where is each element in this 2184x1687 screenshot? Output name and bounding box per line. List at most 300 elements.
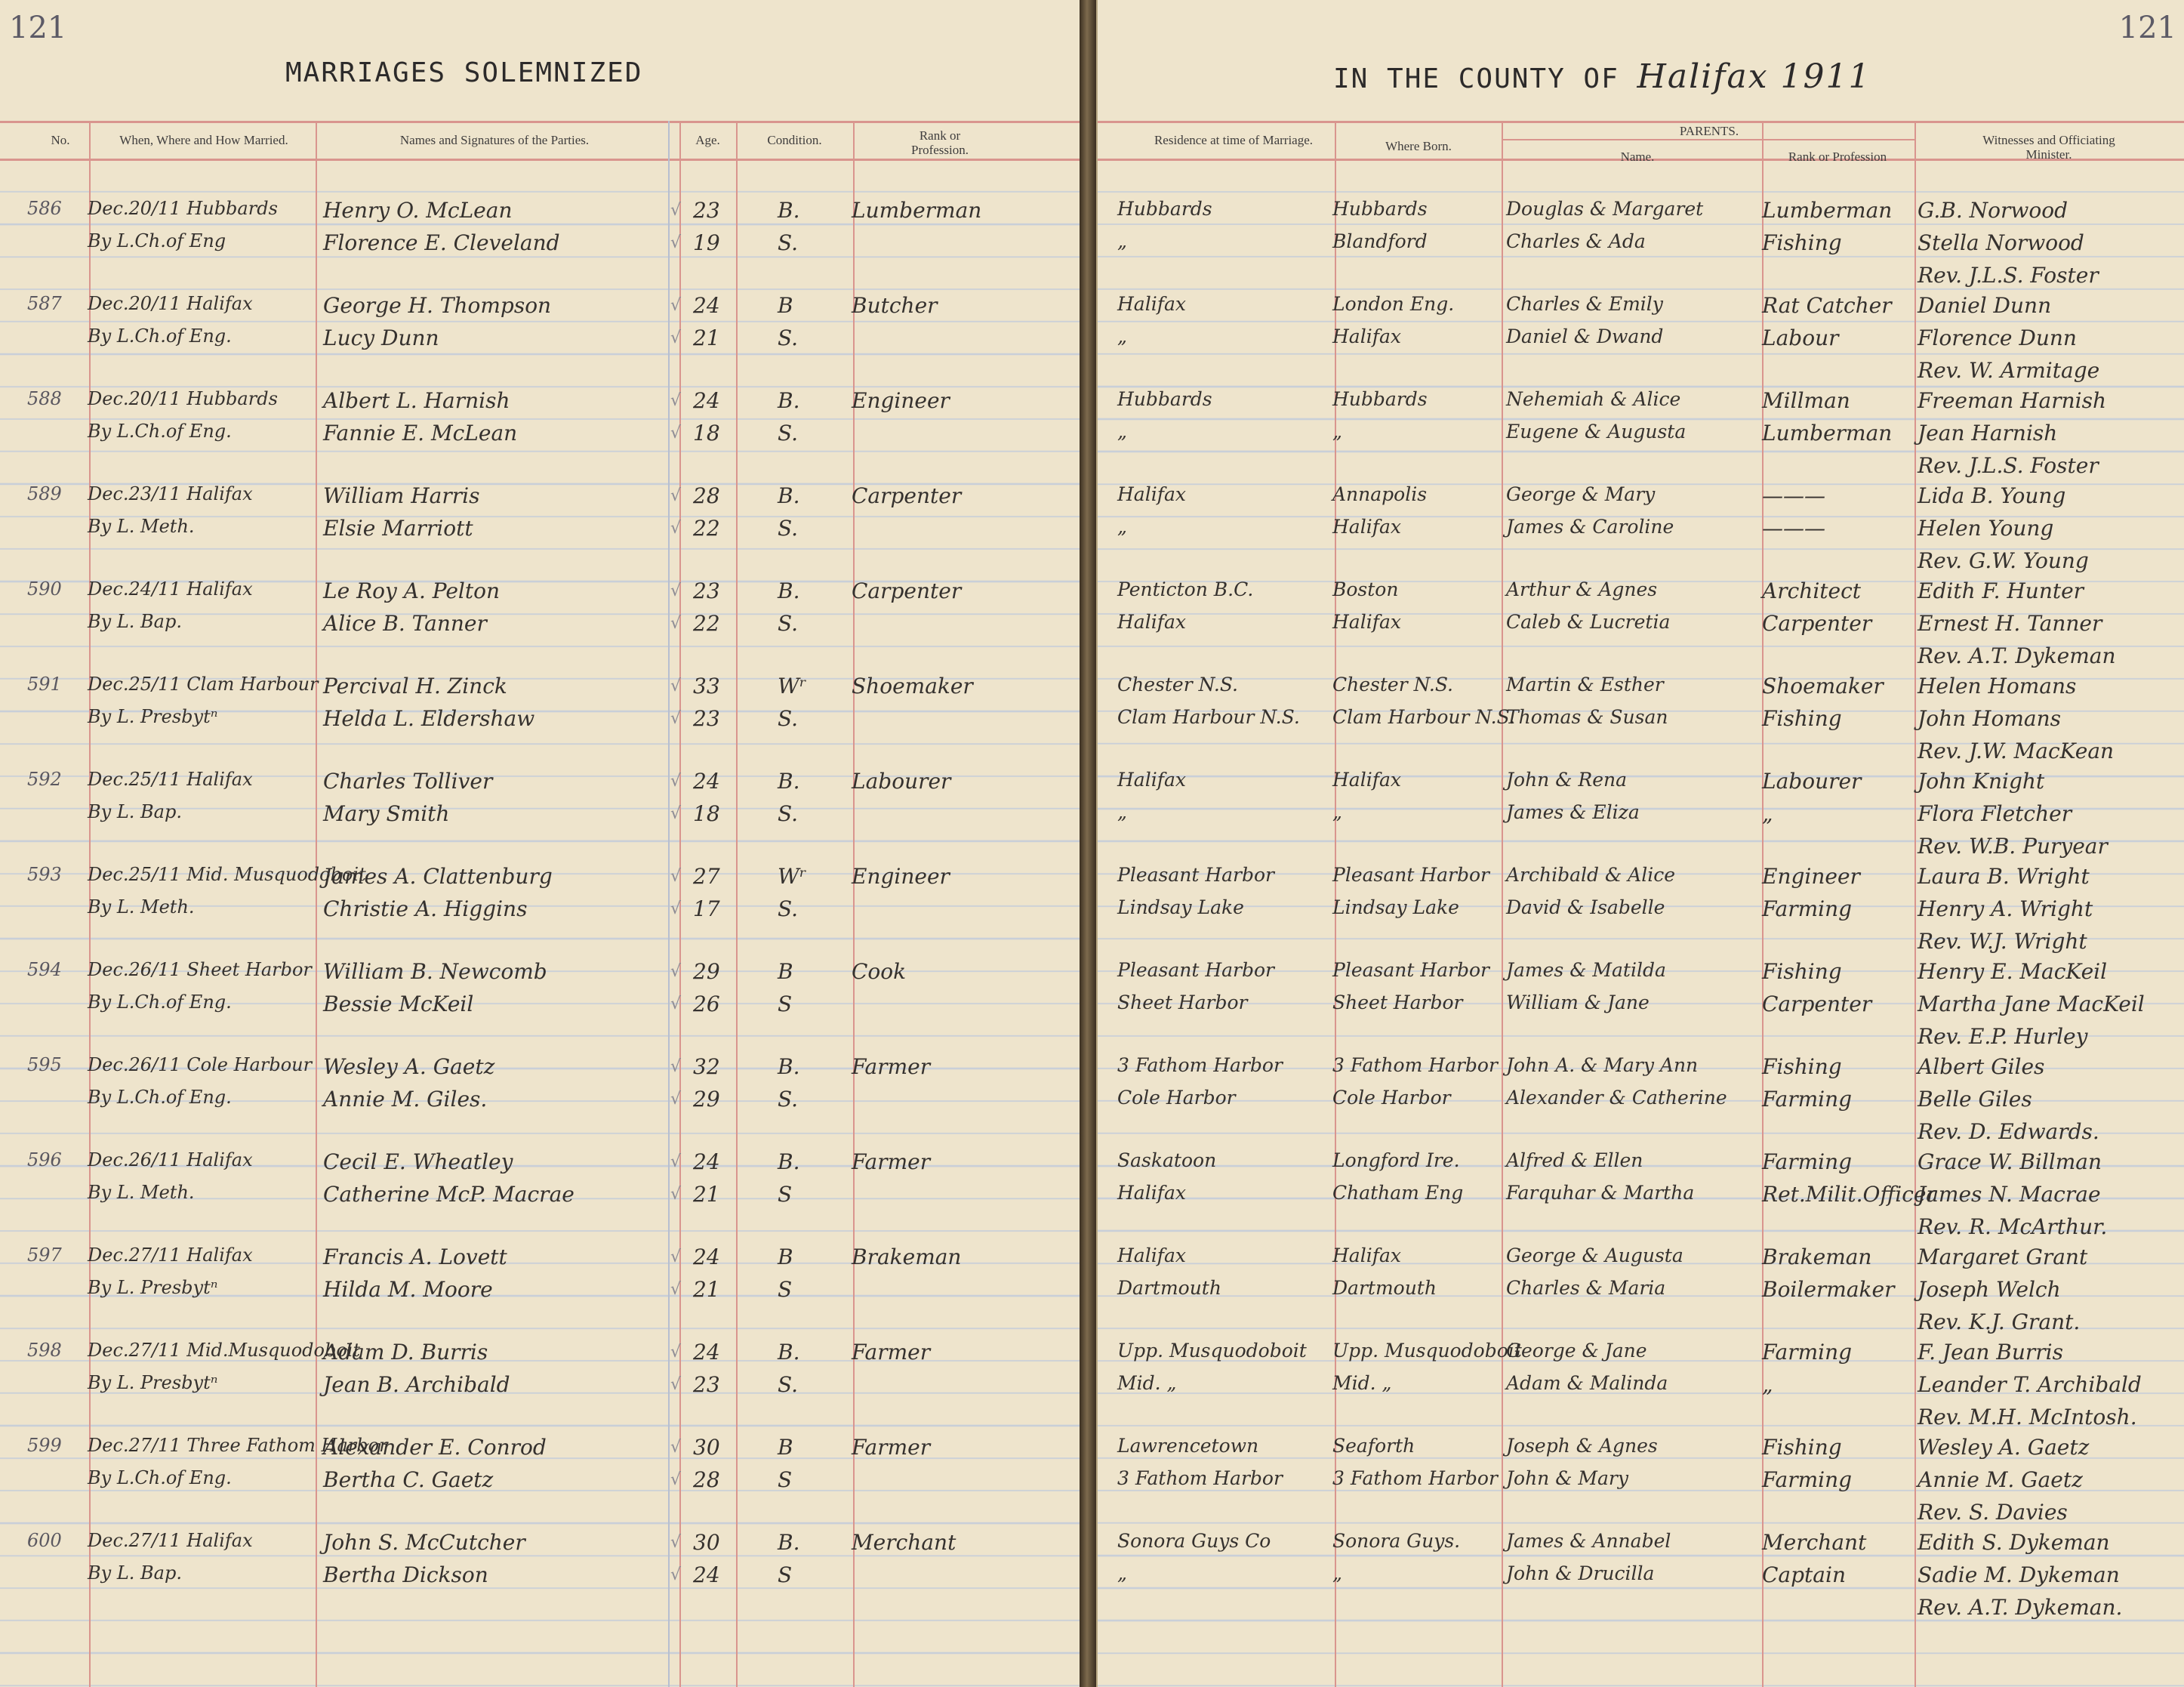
check-mark-icon: √ [670,1533,682,1552]
officiating-minister: Rev. J.W. MacKean [1918,739,2115,763]
groom-profession: Brakeman [852,1244,962,1269]
check-mark-icon: √ [670,424,682,443]
left-page-heading: MARRIAGES SOLEMNIZED [285,57,643,88]
officiating-minister: Rev. D. Edwards. [1918,1119,2099,1144]
groom-name: William Harris [323,483,480,508]
entry-number: 599 [27,1435,62,1456]
witness-two: Ernest H. Tanner [1918,611,2102,636]
groom-residence: Upp. Musquodoboit [1117,1340,1307,1362]
bride-name: Christie A. Higgins [323,896,528,921]
groom-parents: George & Jane [1506,1340,1647,1362]
officiating-minister: Rev. S. Davies [1918,1500,2068,1525]
groom-condition: B [778,1244,793,1269]
right-page-number: 121 [2118,11,2176,45]
county-heading-printed: IN THE COUNTY OF [1333,63,1619,94]
groom-condition: B [778,959,793,984]
groom-birthplace: Seaforth [1332,1435,1415,1457]
witness-two: Sadie M. Dykeman [1918,1562,2120,1587]
check-mark-icon: √ [670,1090,682,1109]
bride-name: Mary Smith [323,801,450,826]
officiating-minister: Rev. W.B. Puryear [1918,834,2108,859]
col-no: No. [51,133,70,147]
bride-condition: S [778,1277,793,1302]
marriage-rite: By L. Meth. [88,896,195,918]
witness-one: Freeman Harnish [1918,388,2107,413]
witness-two: Flora Fletcher [1918,801,2072,826]
marriage-rite: By L. Presbytⁿ [88,1372,218,1393]
groom-residence: Halifax [1117,769,1186,791]
groom-residence: Halifax [1117,483,1186,505]
groom-condition: B. [778,388,800,413]
groom-parents: James & Annabel [1506,1530,1671,1552]
check-mark-icon: √ [670,867,682,886]
bride-parents: William & Jane [1506,992,1650,1013]
bride-father-profession: Labour [1762,325,1839,350]
bride-condition: S. [778,1372,799,1397]
groom-residence: Pleasant Harbor [1117,959,1275,981]
bride-birthplace: Dartmouth [1332,1277,1437,1299]
bride-parents: David & Isabelle [1506,896,1665,918]
officiating-minister: Rev. A.T. Dykeman [1918,643,2116,668]
groom-birthplace: 3 Fathom Harbor [1332,1054,1498,1076]
check-mark-icon: √ [670,296,682,315]
groom-age: 28 [693,483,720,508]
groom-name: Henry O. McLean [323,198,513,223]
bride-residence: Sheet Harbor [1117,992,1248,1013]
groom-age: 32 [693,1054,720,1079]
bride-condition: S. [778,896,799,921]
bride-name: Bertha C. Gaetz [323,1467,494,1492]
entry-number: 591 [27,674,62,695]
bride-age: 21 [693,1182,720,1207]
groom-condition: B [778,293,793,318]
groom-father-profession: Fishing [1762,959,1842,984]
bride-birthplace: Cole Harbor [1332,1087,1451,1109]
marriage-rite: By L. Bap. [88,1562,182,1584]
officiating-minister: Rev. M.H. McIntosh. [1918,1405,2137,1429]
bride-name: Helda L. Eldershaw [323,706,535,731]
bride-age: 19 [693,230,720,255]
bride-age: 21 [693,1277,720,1302]
groom-name: John S. McCutcher [323,1530,525,1555]
groom-age: 24 [693,388,720,413]
right-page-heading [1333,57,1871,96]
bride-birthplace: Halifax [1332,516,1401,538]
check-mark-icon: √ [670,1185,682,1204]
groom-profession: Farmer [852,1054,931,1079]
bride-name: Elsie Marriott [323,516,473,541]
bride-condition: S. [778,230,799,255]
bride-birthplace: Lindsay Lake [1332,896,1459,918]
check-mark-icon: √ [670,804,682,823]
groom-father-profession: Farming [1762,1149,1853,1174]
bride-parents: Charles & Maria [1506,1277,1666,1299]
col-parent-name: Name. [1620,150,1655,164]
bride-residence: „ [1117,1562,1127,1584]
groom-age: 24 [693,293,720,318]
bride-father-profession: ——— [1762,516,1825,541]
bride-condition: S. [778,801,799,826]
marriage-date-place: Dec.27/11 Halifax [88,1530,253,1551]
bride-residence: Halifax [1117,1182,1186,1204]
bride-father-profession: Carpenter [1762,992,1872,1016]
marriage-date-place: Dec.25/11 Clam Harbour [88,674,319,695]
officiating-minister: Rev. E.P. Hurley [1918,1024,2088,1049]
bride-age: 26 [693,992,720,1016]
witness-two: Annie M. Gaetz [1918,1467,2083,1492]
bride-condition: S [778,992,793,1016]
groom-profession: Cook [852,959,907,984]
groom-profession: Carpenter [852,483,962,508]
marriage-rite: By L.Ch.of Eng. [88,421,232,442]
groom-age: 29 [693,959,720,984]
groom-birthplace: Chester N.S. [1332,674,1453,695]
check-mark-icon: √ [670,1438,682,1457]
marriage-date-place: Dec.23/11 Halifax [88,483,253,504]
bride-age: 18 [693,801,720,826]
check-mark-icon: √ [670,1470,682,1489]
marriage-date-place: Dec.20/11 Hubbards [88,198,278,219]
groom-residence: Penticton B.C. [1117,578,1254,600]
groom-parents: George & Mary [1506,483,1656,505]
witness-two: Joseph Welch [1918,1277,2061,1302]
bride-condition: S. [778,1087,799,1112]
bride-father-profession: „ [1762,801,1773,826]
groom-age: 24 [693,1340,720,1365]
groom-father-profession: Millman [1762,388,1850,413]
bride-residence: „ [1117,325,1127,347]
groom-profession: Carpenter [852,578,962,603]
groom-name: Percival H. Zinck [323,674,507,699]
bride-name: Bessie McKeil [323,992,474,1016]
bride-condition: S. [778,516,799,541]
groom-father-profession: Brakeman [1762,1244,1872,1269]
groom-condition: B. [778,1340,800,1365]
witness-one: Lida B. Young [1918,483,2066,508]
bride-residence: Dartmouth [1117,1277,1221,1299]
bride-parents: Farquhar & Martha [1506,1182,1695,1204]
marriage-rite: By L.Ch.of Eng. [88,992,232,1013]
groom-condition: B. [778,769,800,794]
check-mark-icon: √ [670,899,682,918]
groom-residence: Pleasant Harbor [1117,864,1275,886]
entry-number: 590 [27,578,62,600]
marriage-rite: By L.Ch.of Eng. [88,325,232,347]
groom-birthplace: Longford Ire. [1332,1149,1460,1171]
check-mark-icon: √ [670,1248,682,1266]
bride-age: 23 [693,1372,720,1397]
groom-parents: Charles & Emily [1506,293,1663,315]
bride-father-profession: Lumberman [1762,421,1893,446]
entry-number: 592 [27,769,62,790]
witness-two: Leander T. Archibald [1918,1372,2142,1397]
marriage-rite: By L.Ch.of Eng [88,230,226,251]
groom-birthplace: Annapolis [1332,483,1428,505]
bride-father-profession: „ [1762,1372,1773,1397]
col-witnesses: Witnesses and Officiating Minister. [1982,133,2115,162]
entry-number: 593 [27,864,62,885]
officiating-minister: Rev. W. Armitage [1918,358,2100,383]
check-mark-icon: √ [670,519,682,538]
marriage-date-place: Dec.27/11 Three Fathom Harbor [88,1435,388,1456]
groom-residence: Saskatoon [1117,1149,1217,1171]
groom-profession: Engineer [852,388,950,413]
bride-condition: S. [778,706,799,731]
groom-condition: B. [778,483,800,508]
entry-number: 589 [27,483,62,504]
witness-two: Helen Young [1918,516,2054,541]
groom-name: Wesley A. Gaetz [323,1054,495,1079]
witness-one: Laura B. Wright [1918,864,2090,889]
bride-parents: James & Caroline [1506,516,1674,538]
groom-father-profession: Lumberman [1762,198,1893,223]
groom-birthplace: Pleasant Harbor [1332,959,1490,981]
groom-birthplace: Halifax [1332,1244,1401,1266]
groom-residence: 3 Fathom Harbor [1117,1054,1283,1076]
marriage-date-place: Dec.20/11 Halifax [88,293,253,314]
bride-birthplace: Mid. „ [1332,1372,1392,1394]
county-heading-handwritten: Halifax 1911 [1637,57,1871,96]
groom-parents: Alfred & Ellen [1506,1149,1643,1171]
check-mark-icon: √ [670,581,682,600]
col-when-where: When, Where and How Married. [119,133,288,147]
bride-birthplace: 3 Fathom Harbor [1332,1467,1498,1489]
entry-number: 594 [27,959,62,980]
entry-number: 596 [27,1149,62,1170]
groom-birthplace: Hubbards [1332,388,1428,410]
col-condition: Condition. [767,133,822,147]
witness-one: F. Jean Burris [1918,1340,2063,1365]
witness-two: Stella Norwood [1918,230,2084,255]
witness-two: Henry A. Wright [1918,896,2093,921]
witness-two: Florence Dunn [1918,325,2077,350]
bride-condition: S. [778,611,799,636]
check-mark-icon: √ [670,614,682,633]
bride-age: 23 [693,706,720,731]
check-mark-icon: √ [670,1565,682,1584]
groom-profession: Butcher [852,293,938,318]
bride-father-profession: Farming [1762,1467,1853,1492]
groom-parents: John & Rena [1506,769,1628,791]
groom-name: Charles Tolliver [323,769,493,794]
groom-parents: John A. & Mary Ann [1506,1054,1699,1076]
check-mark-icon: √ [670,709,682,728]
groom-age: 33 [693,674,720,699]
bride-parents: Thomas & Susan [1506,706,1668,728]
witness-two: Jean Harnish [1918,421,2058,446]
col-residence: Residence at time of Marriage. [1154,133,1314,147]
groom-profession: Farmer [852,1435,931,1460]
groom-father-profession: Shoemaker [1762,674,1884,699]
bride-birthplace: „ [1332,801,1342,823]
witness-one: Daniel Dunn [1918,293,2052,318]
bride-age: 22 [693,516,720,541]
bride-condition: S [778,1562,793,1587]
groom-name: James A. Clattenburg [323,864,553,889]
marriage-date-place: Dec.20/11 Hubbards [88,388,278,409]
bride-name: Catherine McP. Macrae [323,1182,574,1207]
groom-age: 27 [693,864,720,889]
marriage-date-place: Dec.26/11 Sheet Harbor [88,959,312,980]
officiating-minister: Rev. W.J. Wright [1918,929,2087,954]
witness-two: Belle Giles [1918,1087,2032,1112]
bride-residence: Lindsay Lake [1117,896,1244,918]
bride-residence: „ [1117,516,1127,538]
bride-name: Bertha Dickson [323,1562,488,1587]
groom-birthplace: Pleasant Harbor [1332,864,1490,886]
marriage-rite: By L.Ch.of Eng. [88,1087,232,1108]
bride-condition: S. [778,421,799,446]
bride-birthplace: Clam Harbour N.S. [1332,706,1515,728]
marriage-rite: By L. Meth. [88,516,195,537]
bride-father-profession: Farming [1762,896,1853,921]
book-gutter [1080,0,1096,1687]
bride-father-profession: Fishing [1762,706,1842,731]
groom-profession: Engineer [852,864,950,889]
entry-number: 595 [27,1054,62,1075]
witness-one: Albert Giles [1918,1054,2045,1079]
groom-condition: Wʳ [778,674,807,699]
officiating-minister: Rev. R. McArthur. [1918,1214,2108,1239]
groom-age: 30 [693,1530,720,1555]
bride-residence: Mid. „ [1117,1372,1177,1394]
officiating-minister: Rev. K.J. Grant. [1918,1309,2081,1334]
groom-birthplace: Halifax [1332,769,1401,791]
witness-one: Edith F. Hunter [1918,578,2084,603]
marriage-date-place: Dec.24/11 Halifax [88,578,253,600]
bride-name: Fannie E. McLean [323,421,518,446]
groom-residence: Halifax [1117,293,1186,315]
groom-condition: B [778,1435,793,1460]
groom-parents: Martin & Esther [1506,674,1664,695]
witness-one: John Knight [1918,769,2045,794]
bride-name: Lucy Dunn [323,325,439,350]
groom-age: 24 [693,1149,720,1174]
bride-name: Alice B. Tanner [323,611,487,636]
groom-profession: Farmer [852,1149,931,1174]
bride-age: 29 [693,1087,720,1112]
groom-profession: Lumberman [852,198,982,223]
groom-parents: Arthur & Agnes [1506,578,1658,600]
entry-number: 600 [27,1530,62,1551]
marriage-rite: By L. Presbytⁿ [88,706,218,727]
bride-residence: „ [1117,230,1127,252]
groom-parents: George & Augusta [1506,1244,1683,1266]
bride-parents: Caleb & Lucretia [1506,611,1671,633]
groom-residence: Hubbards [1117,388,1212,410]
groom-name: Francis A. Lovett [323,1244,507,1269]
groom-birthplace: Boston [1332,578,1399,600]
bride-condition: S [778,1182,793,1207]
groom-profession: Farmer [852,1340,931,1365]
groom-parents: Joseph & Agnes [1506,1435,1658,1457]
witness-one: Grace W. Billman [1918,1149,2102,1174]
groom-age: 24 [693,1244,720,1269]
groom-condition: B. [778,578,800,603]
bride-residence: Clam Harbour N.S. [1117,706,1300,728]
groom-father-profession: ——— [1762,483,1825,508]
groom-father-profession: Rat Catcher [1762,293,1892,318]
groom-parents: Douglas & Margaret [1506,198,1704,220]
bride-residence: „ [1117,421,1127,443]
bride-father-profession: Boilermaker [1762,1277,1895,1302]
bride-parents: Alexander & Catherine [1506,1087,1727,1109]
bride-parents: John & Drucilla [1506,1562,1655,1584]
check-mark-icon: √ [670,1152,682,1171]
groom-name: Adam D. Burris [323,1340,488,1365]
bride-name: Hilda M. Moore [323,1277,493,1302]
entry-number: 587 [27,293,62,314]
groom-father-profession: Fishing [1762,1054,1842,1079]
witness-two: John Homans [1918,706,2061,731]
bride-father-profession: Fishing [1762,230,1842,255]
marriage-rite: By L. Presbytⁿ [88,1277,218,1298]
groom-name: Albert L. Harnish [323,388,510,413]
bride-father-profession: Carpenter [1762,611,1872,636]
bride-age: 17 [693,896,720,921]
bride-birthplace: Halifax [1332,611,1401,633]
check-mark-icon: √ [670,995,682,1013]
check-mark-icon: √ [670,962,682,981]
groom-father-profession: Engineer [1762,864,1860,889]
groom-parents: James & Matilda [1506,959,1666,981]
col-parents: PARENTS. [1679,124,1739,138]
marriage-date-place: Dec.26/11 Cole Harbour [88,1054,313,1075]
groom-father-profession: Fishing [1762,1435,1842,1460]
bride-birthplace: Blandford [1332,230,1428,252]
bride-birthplace: Sheet Harbor [1332,992,1463,1013]
bride-residence: 3 Fathom Harbor [1117,1467,1283,1489]
marriage-rite: By L. Bap. [88,801,182,822]
marriage-date-place: Dec.25/11 Halifax [88,769,253,790]
col-where-born: Where Born. [1385,139,1452,153]
groom-father-profession: Architect [1762,578,1862,603]
groom-condition: B. [778,1054,800,1079]
officiating-minister: Rev. J.L.S. Foster [1918,453,2099,478]
bride-birthplace: Chatham Eng [1332,1182,1464,1204]
bride-age: 18 [693,421,720,446]
check-mark-icon: √ [670,328,682,347]
groom-birthplace: Upp. Musquodoboit [1332,1340,1522,1362]
bride-age: 28 [693,1467,720,1492]
marriage-rite: By L.Ch.of Eng. [88,1467,232,1488]
bride-name: Jean B. Archibald [323,1372,510,1397]
bride-residence: Halifax [1117,611,1186,633]
bride-father-profession: Ret.Milit.Officer [1762,1182,1936,1207]
groom-residence: Hubbards [1117,198,1212,220]
marriage-date-place: Dec.25/11 Mid. Musquodoboit [88,864,366,885]
groom-name: Le Roy A. Pelton [323,578,500,603]
check-mark-icon: √ [670,1057,682,1076]
bride-residence: Cole Harbor [1117,1087,1236,1109]
groom-residence: Chester N.S. [1117,674,1238,695]
bride-residence: „ [1117,801,1127,823]
check-mark-icon: √ [670,1343,682,1362]
bride-birthplace: „ [1332,1562,1342,1584]
groom-birthplace: Sonora Guys. [1332,1530,1461,1552]
groom-condition: B. [778,1149,800,1174]
check-mark-icon: √ [670,677,682,695]
groom-profession: Labourer [852,769,951,794]
witness-one: Edith S. Dykeman [1918,1530,2110,1555]
col-names: Names and Signatures of the Parties. [399,133,590,147]
marriage-rite: By L. Meth. [88,1182,195,1203]
groom-name: George H. Thompson [323,293,552,318]
check-mark-icon: √ [670,1375,682,1394]
entry-number: 588 [27,388,62,409]
witness-one: Henry E. MacKeil [1918,959,2108,984]
bride-parents: Eugene & Augusta [1506,421,1687,443]
